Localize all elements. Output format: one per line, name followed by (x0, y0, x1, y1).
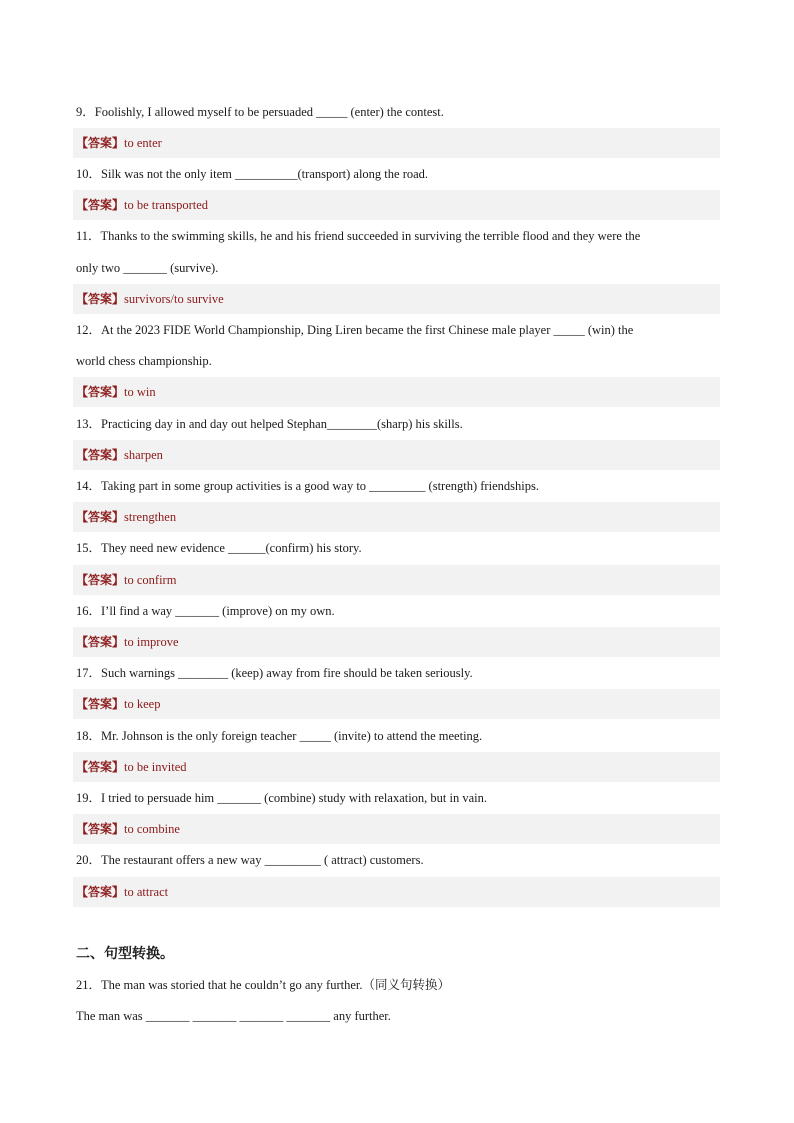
question-21: 21．The man was storied that he couldn’t go any further.（同义句转换） (76, 978, 451, 992)
question-19: 19．I tried to persuade him _______ (combine) study with relaxation, but in vain. (76, 791, 488, 805)
answer-tag: 【答案】 (76, 635, 125, 649)
answer-tag: 【答案】 (76, 292, 125, 306)
answer-17 (73, 689, 720, 719)
answer-value: to attract (124, 885, 169, 899)
answer-tag: 【答案】 (76, 136, 125, 150)
question-11-continued: only two _______ (survive). (76, 261, 219, 275)
answer-tag: 【答案】 (76, 760, 125, 774)
answer-11 (73, 284, 720, 314)
answer-tag: 【答案】 (76, 697, 125, 711)
question-18: 18．Mr. Johnson is the only foreign teacher _____ (invite) to attend the meeting. (76, 729, 483, 743)
question-13: 13．Practicing day in and day out helped Stephan________(sharp) his skills. (76, 417, 463, 431)
answer-13 (73, 440, 720, 470)
answer-15 (73, 565, 720, 595)
answer-16 (73, 627, 720, 657)
question-12-continued: world chess championship. (76, 354, 212, 368)
answer-value: to keep (124, 697, 161, 711)
answer-19 (73, 814, 720, 844)
answer-value: strengthen (124, 510, 177, 524)
answer-value: to confirm (124, 573, 177, 587)
answer-18 (73, 752, 720, 782)
question-12: 12．At the 2023 FIDE World Championship, Ding Liren became the first Chinese male player _____ (win) the (76, 323, 634, 337)
question-17: 17．Such warnings ________ (keep) away from fire should be taken seriously. (76, 666, 473, 680)
answer-value: sharpen (124, 448, 163, 462)
question-20: 20．The restaurant offers a new way _________ ( attract) customers. (76, 853, 424, 867)
answer-tag: 【答案】 (76, 198, 125, 212)
answer-tag: 【答案】 (76, 885, 125, 899)
answer-tag: 【答案】 (76, 448, 125, 462)
answer-12 (73, 377, 720, 407)
answer-tag: 【答案】 (76, 573, 125, 587)
question-21-answer-line: The man was _______ _______ _______ _______ any further. (76, 1009, 391, 1023)
answer-value: to combine (124, 822, 180, 836)
answer-tag: 【答案】 (76, 385, 125, 399)
question-10: 10．Silk was not the only item __________(transport) along the road. (76, 167, 429, 181)
answer-14 (73, 502, 720, 532)
answer-value: to be transported (124, 198, 209, 212)
section-title: 二、句型转换。 (76, 946, 174, 962)
answer-value: survivors/to survive (124, 292, 224, 306)
answer-value: to enter (124, 136, 162, 150)
answer-10 (73, 190, 720, 220)
answer-20 (73, 877, 720, 907)
question-16: 16．I’ll find a way _______ (improve) on my own. (76, 604, 335, 618)
answer-value: to improve (124, 635, 179, 649)
question-14: 14．Taking part in some group activities is a good way to _________ (strength) friendships. (76, 479, 539, 493)
question-11: 11．Thanks to the swimming skills, he and his friend succeeded in surviving the terrible flood and they were the (76, 229, 641, 243)
answer-9 (73, 128, 720, 158)
question-15: 15．They need new evidence ______(confirm) his story. (76, 541, 362, 555)
question-9: 9．Foolishly, I allowed myself to be persuaded _____ (enter) the contest. (76, 105, 444, 119)
answer-tag: 【答案】 (76, 822, 125, 836)
answer-value: to win (124, 385, 156, 399)
answer-value: to be invited (124, 760, 187, 774)
answer-tag: 【答案】 (76, 510, 125, 524)
